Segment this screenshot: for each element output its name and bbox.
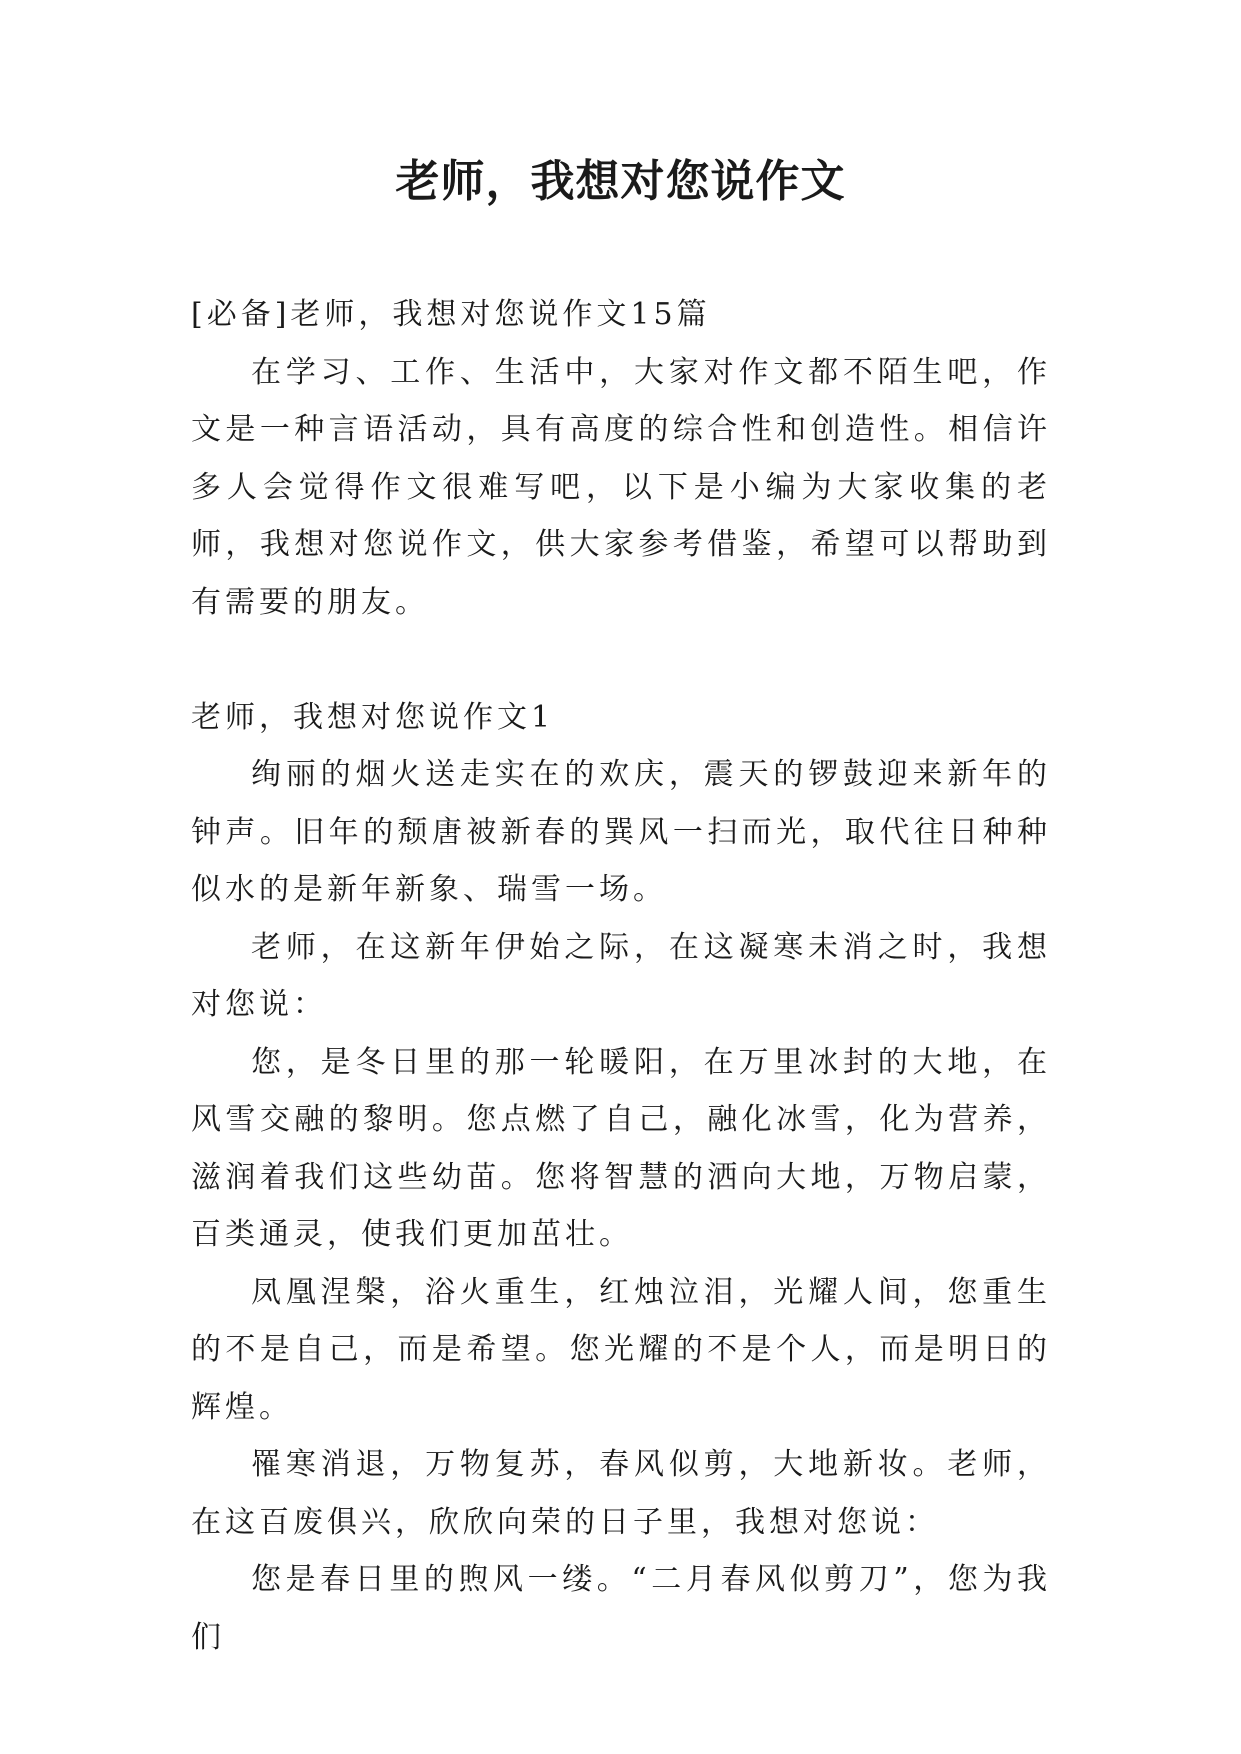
document-subtitle: [必备]老师，我想对您说作文15篇 <box>191 297 711 332</box>
essay-paragraph: 您，是冬日里的那一轮暖阳，在万里冰封的大地，在风雪交融的黎明。您点燃了自己，融化冰雪，化为营养，滋润着我们这些幼苗。您将智慧的洒向大地，万物启蒙，百类通灵，使我们更加茁壮。 <box>191 1044 1051 1252</box>
essay-paragraph: 凤凰涅槃，浴火重生，红烛泣泪，光耀人间，您重生的不是自己，而是希望。您光耀的不是个人，而是明日的辉煌。 <box>191 1274 1051 1425</box>
essay-paragraph: 您是春日里的煦风一缕。“二月春风似剪刀”，您为我们 <box>191 1562 1051 1655</box>
document-title: 老师，我想对您说作文 <box>395 156 846 207</box>
essay-heading: 老师，我想对您说作文1 <box>191 699 555 735</box>
essay-paragraph: 老师，在这新年伊始之际，在这凝寒未消之时，我想对您说： <box>191 929 1051 1022</box>
intro-paragraph: 在学习、工作、生活中，大家对作文都不陌生吧，作文是一种言语活动，具有高度的综合性和创造性。相信许多人会觉得作文很难写吧，以下是小编为大家收集的老师，我想对您说作文，供大家参考借鉴，希望可以帮助到有需要的朋友。 <box>191 354 1051 620</box>
essay-paragraph: 绚丽的烟火送走实在的欢庆，震天的锣鼓迎来新年的钟声。旧年的颓唐被新春的巽风一扫而光，取代往日种种似水的是新年新象、瑞雪一场。 <box>191 757 1051 907</box>
section-spacer <box>191 631 1051 689</box>
essay-paragraph: 罹寒消退，万物复苏，春风似剪，大地新妆。老师，在这百废俱兴，欣欣向荣的日子里，我想对您说： <box>191 1447 1051 1540</box>
document-body <box>191 286 1051 1666</box>
